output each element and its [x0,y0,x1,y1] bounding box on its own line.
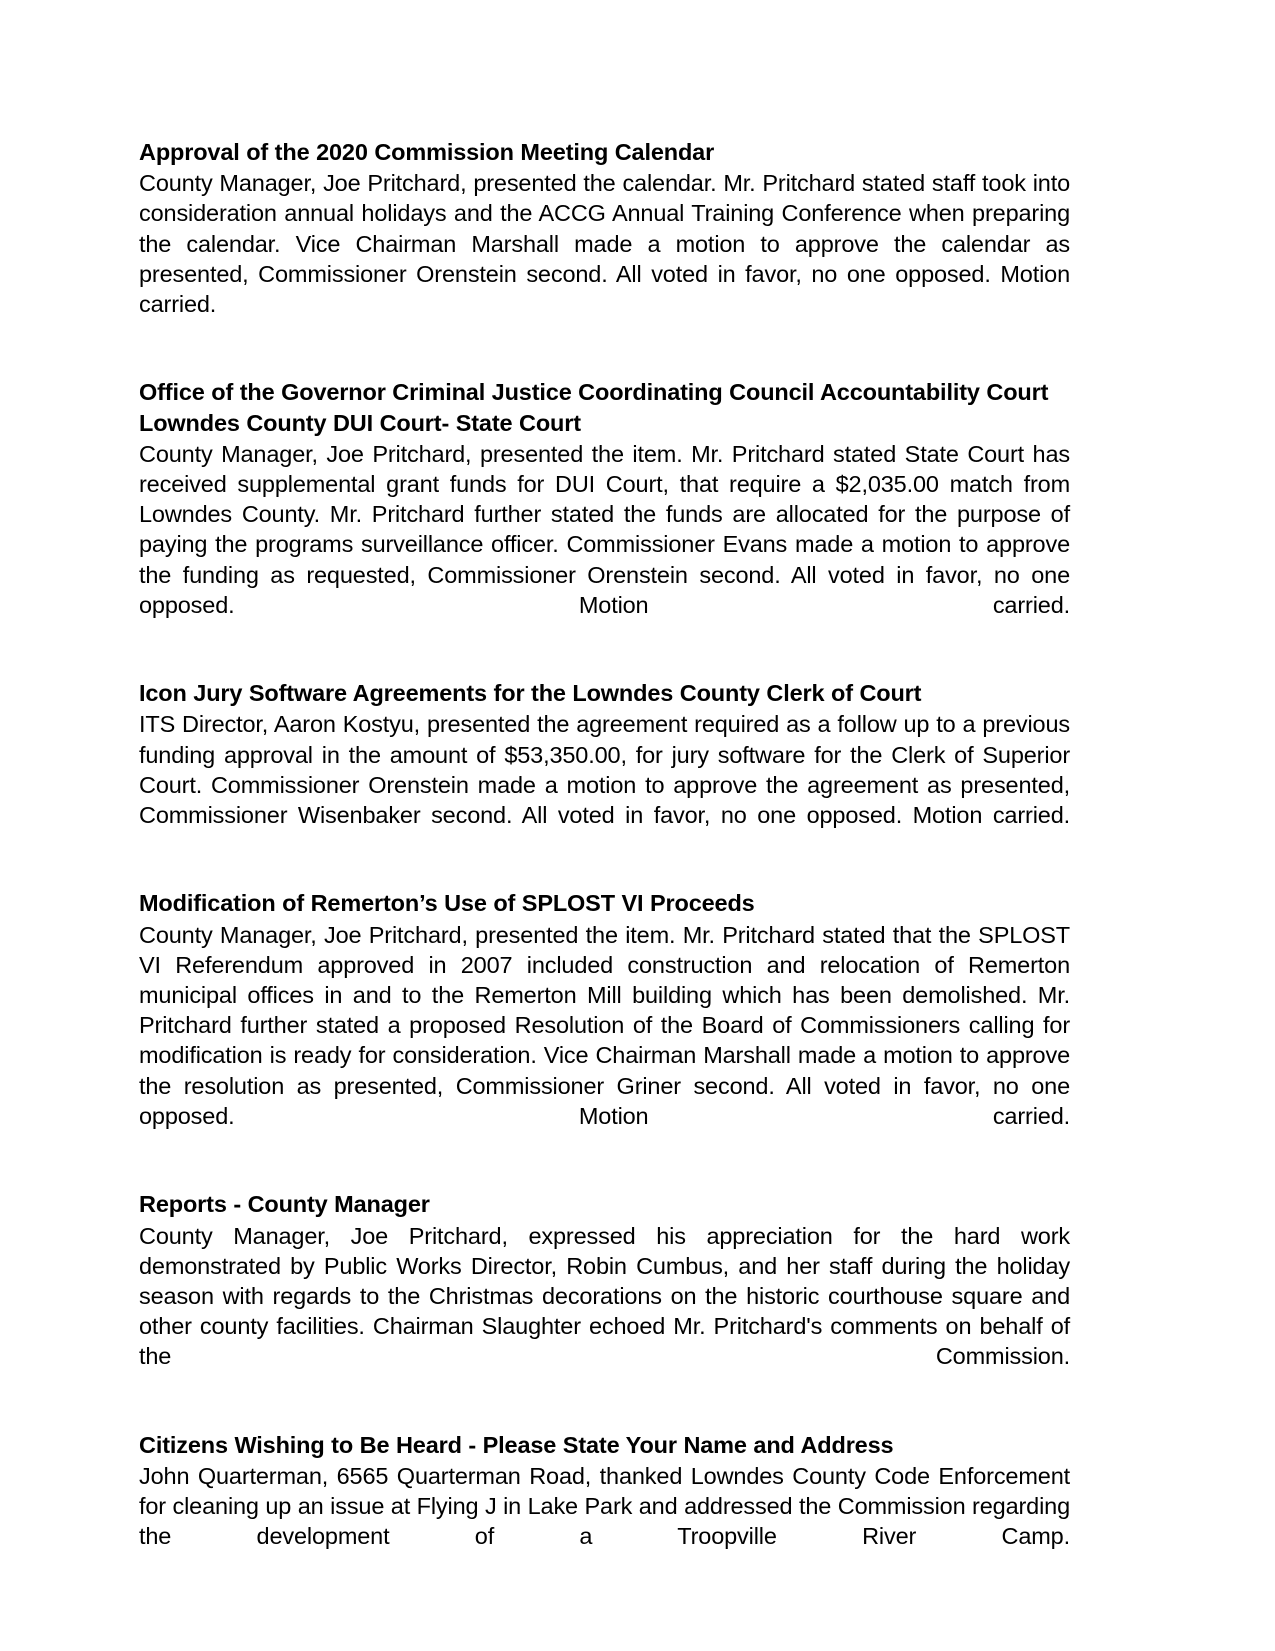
section-paragraph: County Manager, Joe Pritchard, presented the item. Mr. Pritchard stated State Court has received supplemental grant funds for DUI Court, that require a $2,035.00 match from Lowndes County. Mr. Pritchard further stated the funds are allocated for the purpose of paying the programs surveillance officer. Commissioner Evans made a motion to approve the funding as requested, Commissioner Orenstein second. All voted in favor, no one opposed. Motion carried. [139,440,1070,618]
section-citizens-wishing-to-be-heard [139,1430,1070,1582]
section-heading: Reports - County Manager [139,1191,430,1218]
section-paragraph: County Manager, Joe Pritchard, expressed his appreciation for the hard work demonstrated by Public Works Director, Robin Cumbus, and her staff during the holiday season with regards to the Christmas decorations on the historic courthouse square and other county facilities. Chairman Slaughter echoed Mr. Pritchard's comments on behalf of the Commission. [139,1222,1070,1370]
section-heading: Citizens Wishing to Be Heard - Please State Your Name and Address [139,1431,894,1458]
section-paragraph: County Manager, Joe Pritchard, presented the item. Mr. Pritchard stated that the SPLOST VI Referendum approved in 2007 included construction and relocation of Remerton municipal offices in and to the Remerton Mill building which has been demolished. Mr. Pritchard further stated a proposed Resolution of the Board of Commissioners calling for modification is ready for consideration. Vice Chairman Marshall made a motion to approve the resolution as presented, Commissioner Griner second. All voted in favor, no one opposed. Motion carried. [139,921,1070,1129]
section-heading: Approval of the 2020 Commission Meeting Calendar [139,139,715,165]
section-paragraph: John Quarterman, 6565 Quarterman Road, thanked Lowndes County Code Enforcement for cleaning up an issue at Flying J in Lake Park and addressed the Commission regarding the development of a Troopville River Camp. [139,1462,1070,1550]
section-paragraph: County Manager, Joe Pritchard, presented the calendar. Mr. Pritchard stated staff took into consideration annual holidays and the ACCG Annual Training Conference when preparing the calendar. Vice Chairman Marshall made a motion to approve the calendar as presented, Commissioner Orenstein second. All voted in favor, no one opposed. Motion carried. [139,170,1070,318]
section-paragraph: ITS Director, Aaron Kostyu, presented the agreement required as a follow up to a previous funding approval in the amount of $53,350.00, for jury software for the Clerk of Superior Court. Commissioner Orenstein made a motion to approve the agreement as presented, Commissioner Wisenbaker second. All voted in favor, no one opposed. Motion carried. [139,711,1070,829]
document-body [139,137,1070,1582]
section-heading: Icon Jury Software Agreements for the Lowndes County Clerk of Court [139,680,922,707]
section-icon-jury-software [139,678,1070,860]
section-remerton-splost-vi [139,888,1070,1161]
section-dui-court-accountability [139,377,1070,650]
section-heading: Office of the Governor Criminal Justice Coordinating Council Accountability Court Lowndes County DUI Court- State Court [139,379,1049,436]
section-heading: Modification of Remerton’s Use of SPLOST VI Proceeds [139,890,755,917]
section-approval-2020-calendar [139,137,1070,349]
section-reports-county-manager [139,1189,1070,1401]
